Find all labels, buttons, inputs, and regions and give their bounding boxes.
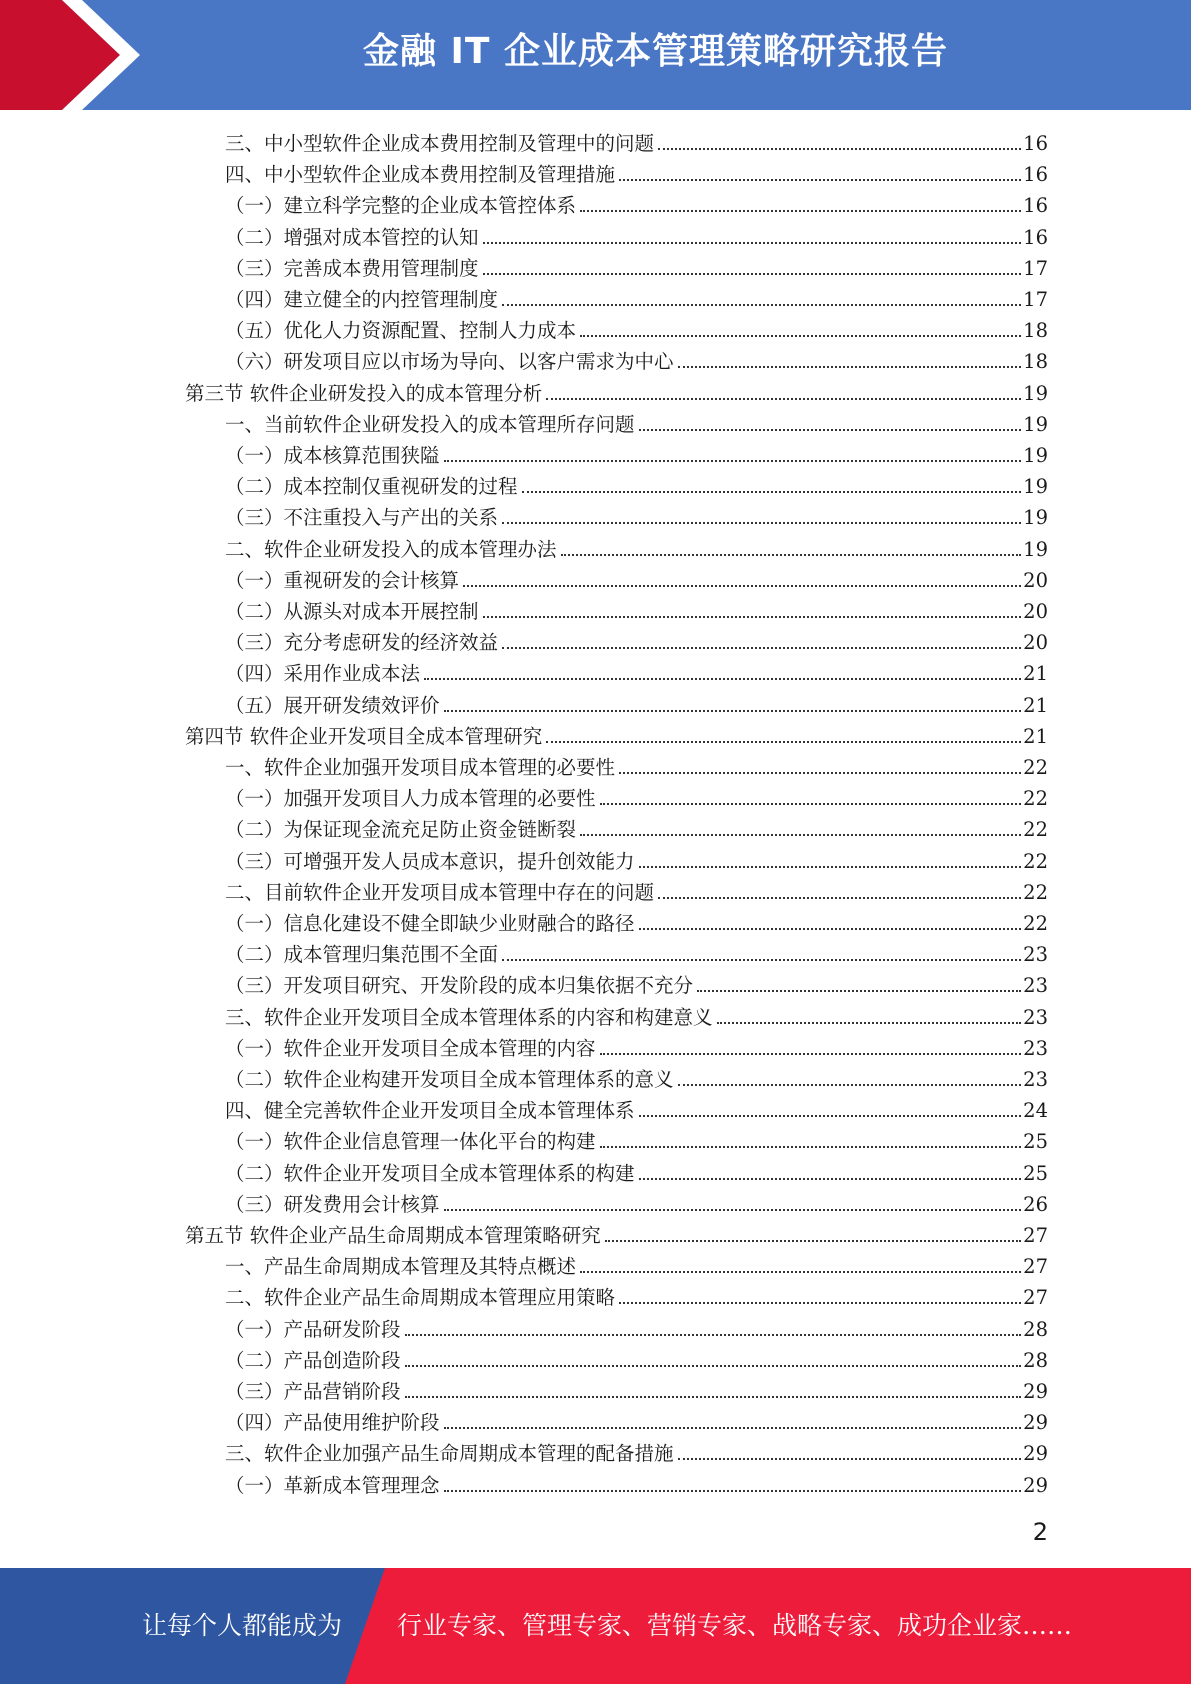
toc-entry[interactable]: [225, 1126, 1048, 1157]
toc-entry-title: 一、产品生命周期成本管理及其特点概述: [225, 1255, 577, 1279]
toc-dot-leader: [600, 1053, 1022, 1055]
toc-dot-leader: [405, 1365, 1022, 1367]
toc-entry[interactable]: [225, 128, 1048, 159]
toc-entry-page: 22: [1023, 849, 1048, 873]
toc-entry-title: （一）成本核算范围狭隘: [225, 444, 440, 467]
toc-dot-leader: [639, 866, 1022, 868]
toc-entry-page: 19: [1023, 475, 1048, 499]
toc-entry[interactable]: [225, 565, 1048, 596]
toc-entry-title: （四）产品使用维护阶段: [225, 1411, 440, 1435]
toc-entry-page: 17: [1023, 288, 1048, 311]
toc-entry-page: 19: [1023, 444, 1048, 467]
toc-dot-leader: [580, 1271, 1021, 1273]
toc-entry[interactable]: [225, 1251, 1048, 1282]
toc-entry-title: （二）产品创造阶段: [225, 1348, 401, 1372]
toc-entry[interactable]: [225, 1095, 1048, 1126]
footer-slogan-right: 行业专家、管理专家、营销专家、战略专家、成功企业家……: [397, 1611, 1073, 1640]
toc-entry[interactable]: [225, 846, 1048, 877]
toc-entry[interactable]: [225, 1407, 1048, 1438]
toc-dot-leader: [444, 460, 1022, 462]
toc-entry-page: 16: [1023, 163, 1048, 187]
page-number: 2: [1032, 1518, 1048, 1546]
toc-entry[interactable]: [225, 190, 1048, 221]
toc-entry-title: 二、软件企业产品生命周期成本管理应用策略: [225, 1286, 616, 1310]
report-title: 金融 IT 企业成本管理策略研究报告: [362, 31, 949, 72]
toc-dot-leader: [444, 710, 1022, 712]
toc-entry-page: 28: [1023, 1348, 1048, 1372]
toc-entry-page: 16: [1023, 132, 1048, 155]
toc-entry-page: 23: [1023, 943, 1048, 967]
page-footer: [0, 1568, 1191, 1684]
toc-entry-page: 22: [1023, 787, 1048, 811]
toc-entry-page: 25: [1023, 1161, 1048, 1185]
toc-dot-leader: [678, 1084, 1022, 1086]
toc-entry-page: 27: [1023, 1286, 1048, 1310]
toc-entry-title: （一）信息化建设不健全即缺少业财融合的路径: [225, 912, 635, 935]
toc-entry[interactable]: [225, 346, 1048, 377]
toc-entry-page: 23: [1023, 1036, 1048, 1060]
toc-entry-page: 22: [1023, 880, 1048, 904]
toc-entry[interactable]: [225, 877, 1048, 908]
toc-entry[interactable]: [185, 378, 1048, 409]
toc-dot-leader: [580, 210, 1021, 212]
toc-entry-page: 23: [1023, 1005, 1048, 1029]
toc-entry-title: （六）研发项目应以市场为导向、以客户需求为中心: [225, 350, 674, 374]
toc-entry-page: 29: [1023, 1442, 1048, 1466]
toc-entry[interactable]: [225, 752, 1048, 783]
toc-dot-leader: [522, 491, 1022, 493]
toc-entry-title: （三）充分考虑研发的经济效益: [225, 631, 499, 655]
toc-dot-leader: [444, 1490, 1022, 1492]
toc-entry[interactable]: [225, 814, 1048, 845]
toc-entry-page: 26: [1023, 1192, 1048, 1216]
toc-dot-leader: [619, 772, 1021, 774]
toc-entry-page: 28: [1023, 1317, 1048, 1341]
toc-dot-leader: [619, 1302, 1021, 1304]
toc-dot-leader: [546, 741, 1021, 743]
toc-entry-page: 23: [1023, 974, 1048, 998]
toc-dot-leader: [483, 616, 1022, 618]
toc-entry-title: （二）为保证现金流充足防止资金链断裂: [225, 818, 577, 842]
toc-entry-title: （二）增强对成本管控的认知: [225, 225, 479, 249]
page-header: [0, 0, 1191, 110]
toc-entry-title: （五）优化人力资源配置、控制人力成本: [225, 319, 577, 343]
toc-entry[interactable]: [225, 1438, 1048, 1469]
toc-entry-title: （二）从源头对成本开展控制: [225, 600, 479, 623]
toc-dot-leader: [463, 585, 1021, 587]
toc-entry-page: 20: [1023, 568, 1048, 592]
toc-dot-leader: [600, 1146, 1022, 1148]
toc-dot-leader: [600, 803, 1022, 805]
toc-entry-page: 23: [1023, 1068, 1048, 1091]
toc-dot-leader: [639, 1178, 1022, 1180]
toc-entry[interactable]: [225, 596, 1048, 627]
toc-entry-title: （一）重视研发的会计核算: [225, 568, 460, 592]
toc-entry-title: 三、软件企业开发项目全成本管理体系的内容和构建意义: [225, 1005, 713, 1029]
toc-entry[interactable]: [225, 970, 1048, 1001]
toc-entry-page: 16: [1023, 225, 1048, 249]
toc-entry-title: 四、健全完善软件企业开发项目全成本管理体系: [225, 1099, 635, 1123]
toc-entry-page: 22: [1023, 912, 1048, 935]
toc-entry-page: 27: [1023, 1255, 1048, 1279]
toc-dot-leader: [483, 273, 1022, 275]
toc-entry-title: 一、当前软件企业研发投入的成本管理所存问题: [225, 412, 635, 436]
toc-entry-page: 19: [1023, 506, 1048, 530]
toc-dot-leader: [405, 1334, 1022, 1336]
toc-dot-leader: [639, 1115, 1022, 1117]
toc-entry-title: 二、目前软件企业开发项目成本管理中存在的问题: [225, 880, 655, 904]
toc-entry-title: （一）建立科学完整的企业成本管控体系: [225, 194, 577, 218]
toc-entry-page: 21: [1023, 662, 1048, 686]
toc-entry[interactable]: [185, 721, 1048, 752]
toc-entry-page: 21: [1023, 724, 1048, 748]
toc-entry-title: （一）软件企业信息管理一体化平台的构建: [225, 1130, 596, 1154]
toc-dot-leader: [678, 366, 1022, 368]
toc-entry-page: 18: [1023, 319, 1048, 343]
toc-entry-title: 第四节 软件企业开发项目全成本管理研究: [185, 724, 543, 748]
toc-entry-title: （二）软件企业开发项目全成本管理体系的构建: [225, 1161, 635, 1185]
toc-entry-title: （五）展开研发绩效评价: [225, 693, 440, 717]
toc-entry-page: 20: [1023, 631, 1048, 655]
toc-entry-page: 21: [1023, 693, 1048, 717]
toc-entry-title: 二、软件企业研发投入的成本管理办法: [225, 537, 557, 561]
toc-dot-leader: [717, 1022, 1022, 1024]
toc-dot-leader: [619, 179, 1021, 181]
toc-entry[interactable]: [225, 1189, 1048, 1220]
toc-entry-title: （三）研发费用会计核算: [225, 1192, 440, 1216]
toc-dot-leader: [658, 897, 1021, 899]
toc-entry[interactable]: [225, 627, 1048, 658]
toc-entry-page: 17: [1023, 256, 1048, 280]
toc-entry[interactable]: [225, 658, 1048, 689]
toc-entry[interactable]: [225, 1470, 1048, 1501]
toc-dot-leader: [580, 834, 1021, 836]
toc-dot-leader: [502, 522, 1021, 524]
toc-dot-leader: [561, 554, 1022, 556]
toc-entry-title: （三）完善成本费用管理制度: [225, 256, 479, 280]
toc-dot-leader: [580, 335, 1021, 337]
toc-entry-page: 24: [1023, 1099, 1048, 1123]
toc-entry-title: （二）软件企业构建开发项目全成本管理体系的意义: [225, 1068, 674, 1091]
toc-entry[interactable]: [225, 1064, 1048, 1095]
toc-entry[interactable]: [225, 1282, 1048, 1313]
toc-entry[interactable]: [225, 1376, 1048, 1407]
toc-entry-page: 18: [1023, 350, 1048, 374]
toc-entry-page: 29: [1023, 1380, 1048, 1403]
toc-entry[interactable]: [225, 1033, 1048, 1064]
toc-entry[interactable]: [225, 409, 1048, 440]
toc-dot-leader: [424, 678, 1021, 680]
toc-entry-page: 19: [1023, 381, 1048, 405]
toc-dot-leader: [483, 242, 1022, 244]
toc-entry[interactable]: [225, 284, 1048, 315]
toc-entry-title: （四）采用作业成本法: [225, 662, 421, 686]
toc-dot-leader: [502, 647, 1021, 649]
toc-entry[interactable]: [225, 253, 1048, 284]
toc-entry-title: （三）产品营销阶段: [225, 1380, 401, 1403]
toc-entry-page: 22: [1023, 756, 1048, 779]
toc-entry-title: 第五节 软件企业产品生命周期成本管理策略研究: [185, 1224, 601, 1247]
toc-entry-title: （二）成本控制仅重视研发的过程: [225, 475, 518, 499]
toc-dot-leader: [639, 429, 1022, 431]
toc-entry[interactable]: [225, 690, 1048, 721]
toc-entry-title: （三）开发项目研究、开发阶段的成本归集依据不充分: [225, 974, 694, 998]
toc-entry[interactable]: [225, 783, 1048, 814]
toc-dot-leader: [697, 990, 1021, 992]
toc-entry[interactable]: [225, 502, 1048, 533]
toc-entry-page: 29: [1023, 1411, 1048, 1435]
toc-entry[interactable]: [225, 440, 1048, 471]
toc-entry[interactable]: [225, 222, 1048, 253]
toc-entry-title: （一）软件企业开发项目全成本管理的内容: [225, 1036, 596, 1060]
toc-entry[interactable]: [225, 1158, 1048, 1189]
toc-entry-title: （四）建立健全的内控管理制度: [225, 288, 499, 311]
toc-dot-leader: [605, 1240, 1021, 1242]
toc-entry-page: 29: [1023, 1473, 1048, 1497]
toc-entry-title: （三）可增强开发人员成本意识，提升创效能力: [225, 849, 635, 873]
toc-entry[interactable]: [225, 908, 1048, 939]
toc-entry-title: （一）产品研发阶段: [225, 1317, 401, 1341]
toc-entry-page: 19: [1023, 412, 1048, 436]
toc-dot-leader: [502, 304, 1021, 306]
toc-entry-title: （一）加强开发项目人力成本管理的必要性: [225, 787, 596, 811]
toc-entry-title: 三、软件企业加强产品生命周期成本管理的配备措施: [225, 1442, 674, 1466]
toc-entry[interactable]: [225, 939, 1048, 970]
toc-entry-title: 第三节 软件企业研发投入的成本管理分析: [185, 381, 543, 405]
toc-dot-leader: [405, 1396, 1022, 1398]
toc-dot-leader: [678, 1458, 1022, 1460]
toc-dot-leader: [444, 1209, 1022, 1211]
toc-dot-leader: [502, 959, 1021, 961]
toc-entry-page: 27: [1023, 1224, 1048, 1247]
toc-entry-title: 四、中小型软件企业成本费用控制及管理措施: [225, 163, 616, 187]
toc-entry[interactable]: [225, 534, 1048, 565]
toc-entry[interactable]: [225, 471, 1048, 502]
toc-entry[interactable]: [225, 159, 1048, 190]
toc-entry-title: 三、中小型软件企业成本费用控制及管理中的问题: [225, 132, 655, 155]
toc-entry[interactable]: [225, 315, 1048, 346]
toc-entry[interactable]: [225, 1002, 1048, 1033]
toc-entry[interactable]: [225, 1345, 1048, 1376]
toc-entry-title: 一、软件企业加强开发项目成本管理的必要性: [225, 756, 616, 779]
toc-entry-title: （二）成本管理归集范围不全面: [225, 943, 499, 967]
toc-entry-title: （一）革新成本管理理念: [225, 1473, 440, 1497]
toc-dot-leader: [639, 928, 1022, 930]
toc-entry-page: 25: [1023, 1130, 1048, 1154]
toc-entry-page: 16: [1023, 194, 1048, 218]
toc-entry-page: 19: [1023, 537, 1048, 561]
toc-entry[interactable]: [185, 1220, 1048, 1251]
toc-dot-leader: [546, 398, 1021, 400]
toc-entry-page: 20: [1023, 600, 1048, 623]
toc-entry[interactable]: [225, 1314, 1048, 1345]
toc-dot-leader: [444, 1427, 1022, 1429]
toc-entry-page: 22: [1023, 818, 1048, 842]
footer-slogan-left: 让每个人都能成为: [142, 1611, 343, 1640]
toc-dot-leader: [658, 148, 1021, 150]
toc-entry-title: （三）不注重投入与产出的关系: [225, 506, 499, 530]
